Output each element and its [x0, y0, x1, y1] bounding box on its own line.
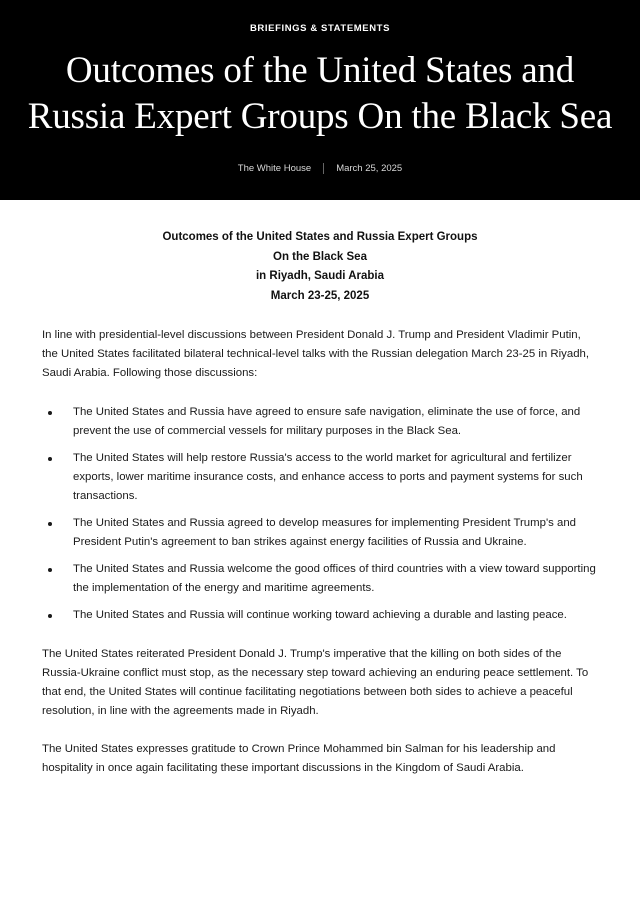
outcomes-list — [42, 403, 598, 625]
subheading-line: Outcomes of the United States and Russia Expert Groups — [162, 231, 478, 243]
bullet-icon — [48, 411, 52, 415]
bullet-icon — [48, 522, 52, 526]
author-label: The White House — [237, 163, 312, 174]
subheading-line: in Riyadh, Saudi Arabia — [255, 270, 385, 282]
list-item-text: The United States and Russia will continue working toward achieving a durable and lasting peace. — [73, 609, 567, 621]
list-item — [42, 449, 598, 506]
byline — [0, 163, 640, 174]
article-subheading — [42, 228, 598, 306]
list-item — [42, 403, 598, 441]
publish-date: March 25, 2025 — [336, 163, 403, 174]
article-body — [0, 228, 640, 778]
list-item-text: The United States and Russia welcome the good offices of third countries with a view toward supporting the implementation of the energy and maritime agreements. — [73, 563, 596, 594]
byline-divider — [323, 163, 324, 174]
list-item — [42, 560, 598, 598]
page-title: Outcomes of the United States and Russia Expert Groups On the Black Sea — [27, 50, 613, 137]
body-paragraph: The United States reiterated President Donald J. Trump's imperative that the killing on both sides of the Russia-Ukraine conflict must stop, as the necessary step toward achieving an enduring peace settlement. To that end, the United States will continue facilitating negotiations between both sides to achieve a peaceful resolution, in line with the agreements made in Riyadh. — [42, 648, 589, 717]
bullet-icon — [48, 568, 52, 572]
list-item-text: The United States and Russia have agreed to ensure safe navigation, eliminate the use of force, and prevent the use of commercial vessels for military purposes in the Black Sea. — [73, 406, 581, 437]
subheading-line: On the Black Sea — [273, 250, 367, 263]
list-item — [42, 514, 598, 552]
intro-paragraph: In line with presidential-level discussions between President Donald J. Trump and President Vladimir Putin, the United States facilitated bilateral technical-level talks with the Russian delegation March 23-25 in Riyadh, Saudi Arabia. Following those discussions: — [42, 329, 590, 379]
list-item-text: The United States and Russia agreed to develop measures for implementing President Trump's and President Putin's agreement to ban strikes against energy facilities of Russia and Ukraine. — [73, 517, 577, 548]
subheading-line: March 23-25, 2025 — [270, 289, 370, 302]
list-item-text: The United States will help restore Russia's access to the world market for agricultural and fertilizer exports, lower maritime insurance costs, and enhance access to ports and payment systems for such transactions. — [73, 452, 583, 502]
hero-banner — [0, 0, 640, 200]
bullet-icon — [48, 457, 52, 461]
bullet-icon — [48, 614, 52, 618]
closing-paragraph: The United States expresses gratitude to Crown Prince Mohammed bin Salman for his leadership and hospitality in once again facilitating these important discussions in the Kingdom of Saudi Arabia. — [42, 743, 556, 774]
list-item — [42, 606, 598, 625]
category-link[interactable]: BRIEFINGS & STATEMENTS — [249, 23, 391, 34]
